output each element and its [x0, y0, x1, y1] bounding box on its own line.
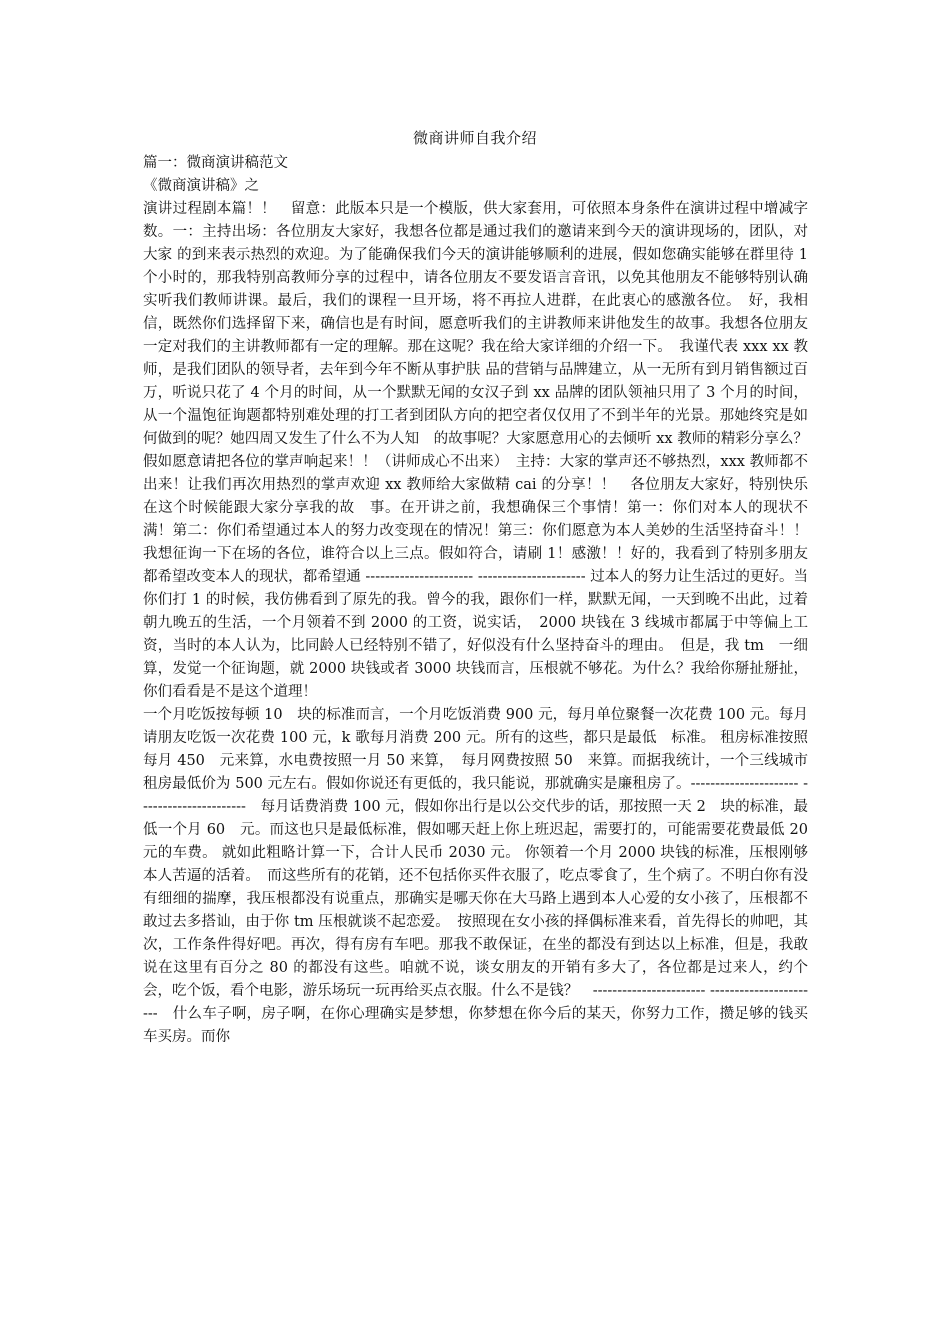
- body-paragraph-1: 演讲过程剧本篇！！ 留意：此版本只是一个模版，供大家套用，可依照本身条件在演讲过程中增减字数。一：主持出场：各位朋友大家好，我想各位都是通过我们的邀请来到今天的演讲现场的，团队，对大家 的到来表示热烈的欢迎。为了能确保我们今天的演讲能够顺利的进展，假如您确实能够在群里待 1 个小时的，那我特别高教师分享的过程中，请各位朋友不要发语言音讯，以免其他朋友不能够特别认确实听我们教师讲课。最后，我们的课程一旦开场，将不再拉人进群，在此衷心的感激各位。 好，我相信，既然你们选择留下来，确信也是有时间，愿意听我们的主讲教师来讲他发生的故事。我想各位朋友一定对我们的主讲教师都有一定的理解。那在这呢？我在给大家详细的介绍一下。 我谨代表 xxx xx 教师，是我们团队的领导者，去年到今年不断从事护肤 品的营销与品牌建立，从一无所有到月销售额过百万，听说只花了 4 个月的时间，从一个默默无闻的女汉子到 xx 品牌的团队领袖只用了 3 个月的时间，从一个温饱征询题都特别难处理的打工者到团队方向的把空者仅仅用了不到半年的光景。那她终究是如何做到的呢？她四周又发生了什么不为人知 的故事呢？大家愿意用心的去倾听 xx 教师的精彩分享么？ 假如愿意请把各位的掌声响起来！！（讲师成心不出来） 主持：大家的掌声还不够热烈，xxx 教师都不出来！让我们再次用热烈的掌声欢迎 xx 教师给大家做精 cai 的分享！！ 各位朋友大家好，特别快乐在这个时候能跟大家分享我的故 事。在开讲之前，我想确保三个事情！第一：你们对本人的现状不满！第二：你们希望通过本人的努力改变现在的情况！第三：你们愿意为本人美妙的生活坚持奋斗！！ 我想征询一下在场的各位，谁符合以上三点。假如符合，请刷 1！感激！！好的，我看到了特别多朋友都希望改变本人的现状，都希望通 ---------------------- ---------------------- 过本人的努力让生活过的更好。当你们打 1 的时候，我仿佛看到了原先的我。曾今的我，跟你们一样，默默无闻，一天到晚不出此，过着朝九晚五的生活，一个月领着不到 2000 的工资，说实话， 2000 块钱在 3 线城市都属于中等偏上工资，当时的本人认为，比同龄人已经特别不错了，好似没有什么坚持奋斗的理由。 但是，我 tm 一细算，发觉一个征询题，就 2000 块钱或者 3000 块钱而言，压根就不够花。为什么？我给你掰扯掰扯，你们看看是不是这个道理！: [143, 201, 823, 700]
- subheading: 《微商演讲稿》之: [143, 178, 259, 194]
- document-title: 微商讲师自我介绍: [412, 129, 537, 147]
- document-body: [143, 152, 823, 1049]
- section-heading: 篇一：微商演讲稿范文: [143, 155, 288, 171]
- body-paragraph-2: 一个月吃饭按每顿 10 块的标准而言，一个月吃饭消费 900 元，每月单位聚餐一次花费 100 元。每月请朋友吃饭一次花费 100 元，k 歌每月消费 200 元。所有的这些，都只是最低 标准。 租房标准按照每月 450 元来算，水电费按照一月 50 来算， 每月网费按照 50 来算。而据我统计，一个三线城市租房最低价为 500 元左右。假如你说还有更低的，我只能说，那就确实是廉租房了。---------------------- ---------------------- 每月话费消费 100 元，假如你出行是以公交代步的话，那按照一天 2 块的标准，最低一个月 60 元。而这也只是最低标准，假如哪天赶上你上班迟起，需要打的，可能需要花费最低 20 元的车费。 就如此粗略计算一下，合计人民币 2030 元。 你领着一个月 2000 块钱的标准，压根刚够本人苦逼的活着。 而这些所有的花销，还不包括你买件衣服了，吃点零食了，生个病了。不明白你有没有细细的揣摩，我压根都没有说重点，那确实是哪天你在大马路上遇到本人心爱的女小孩了，压根都不敢过去多搭讪，由于你 tm 压根就谈不起恋爱。 按照现在女小孩的择偶标准来看，首先得长的帅吧，其次，工作条件得好吧。再次，得有房有车吧。那我不敢保证，在坐的都没有到达以上标准，但是，我敢说在这里有百分之 80 的都没有这些。咱就不说，谈女朋友的开销有多大了，各位都是过来人，约个会，吃个饭，看个电影，游乐场玩一玩再给买点衣服。什么不是钱？ ----------------------- ----------------------- 什么车子啊，房子啊，在你心理确实是梦想，你梦想在你今后的某天，你努力工作，攒足够的钱买车买房。而你: [143, 707, 808, 1045]
